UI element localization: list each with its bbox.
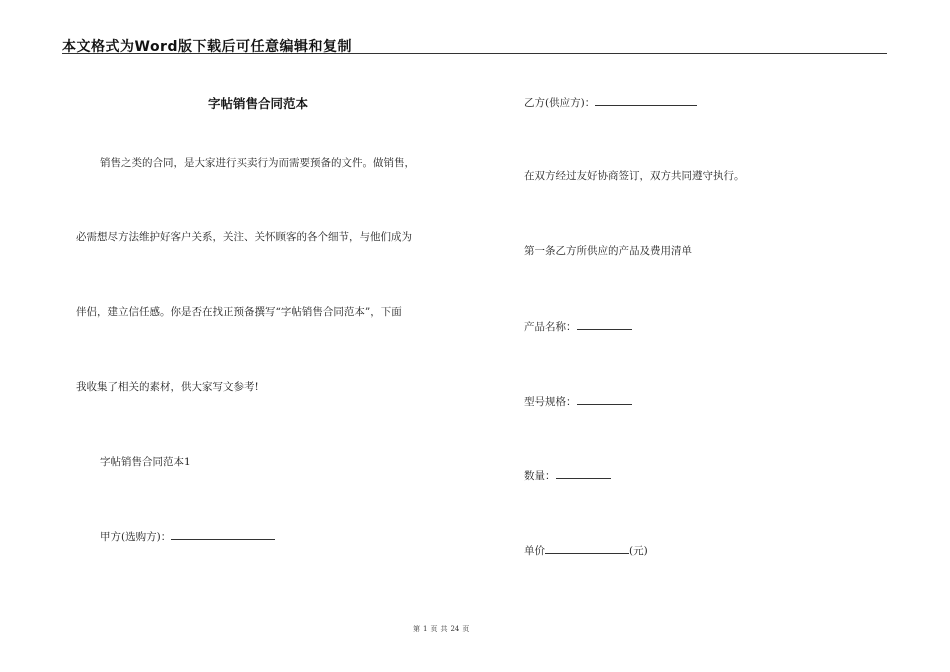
document-title: 字帖销售合同范本	[208, 96, 309, 111]
product-name-label: 产品名称：	[524, 321, 577, 333]
footer-page-word: 页	[430, 625, 438, 633]
intro-line-2: 必需想尽方法维护好客户关系，关注、关怀顾客的各个细节，与他们成为	[76, 231, 412, 243]
quantity-blank	[556, 467, 611, 479]
model-spec-label: 型号规格：	[524, 396, 577, 408]
unit-price-label: 单价	[524, 545, 545, 557]
header-title: 本文格式为Word版下载后可任意编辑和复制	[62, 39, 352, 55]
model-spec-field	[524, 393, 632, 409]
header-divider	[62, 53, 887, 54]
page-footer	[413, 624, 472, 634]
intro-line-3: 伴侣，建立信任感。你是否在找正预备撰写“字帖销售合同范本”，下面	[76, 306, 402, 318]
party-a-blank	[171, 528, 275, 540]
quantity-label: 数量：	[524, 470, 556, 482]
party-b-field	[524, 94, 697, 110]
unit-price-field	[524, 542, 648, 558]
footer-current-page: 1	[423, 625, 428, 633]
intro-line-4: 我收集了相关的素材，供大家写文参考!	[76, 381, 259, 393]
unit-price-suffix: (元)	[629, 545, 648, 557]
footer-total-pages: 24	[450, 625, 460, 633]
footer-suffix: 页	[462, 625, 470, 633]
footer-total-word: 共	[440, 625, 448, 633]
party-a-label: 甲方(选购方)：	[100, 531, 172, 543]
party-a-field	[100, 528, 275, 544]
article-1-heading: 第一条乙方所供应的产品及费用清单	[524, 245, 692, 257]
party-b-label: 乙方(供应方)：	[524, 97, 596, 109]
intro-line-1: 销售之类的合同，是大家进行买卖行为而需要预备的文件。做销售，	[100, 157, 415, 169]
unit-price-blank	[545, 542, 629, 554]
section-heading: 字帖销售合同范本1	[100, 456, 191, 468]
agreement-text: 在双方经过友好协商签订，双方共同遵守执行。	[524, 170, 745, 182]
quantity-field	[524, 467, 611, 483]
model-spec-blank	[577, 393, 632, 405]
footer-prefix: 第	[413, 625, 420, 633]
party-b-blank	[595, 94, 697, 106]
product-name-field	[524, 318, 632, 334]
product-name-blank	[577, 318, 632, 330]
